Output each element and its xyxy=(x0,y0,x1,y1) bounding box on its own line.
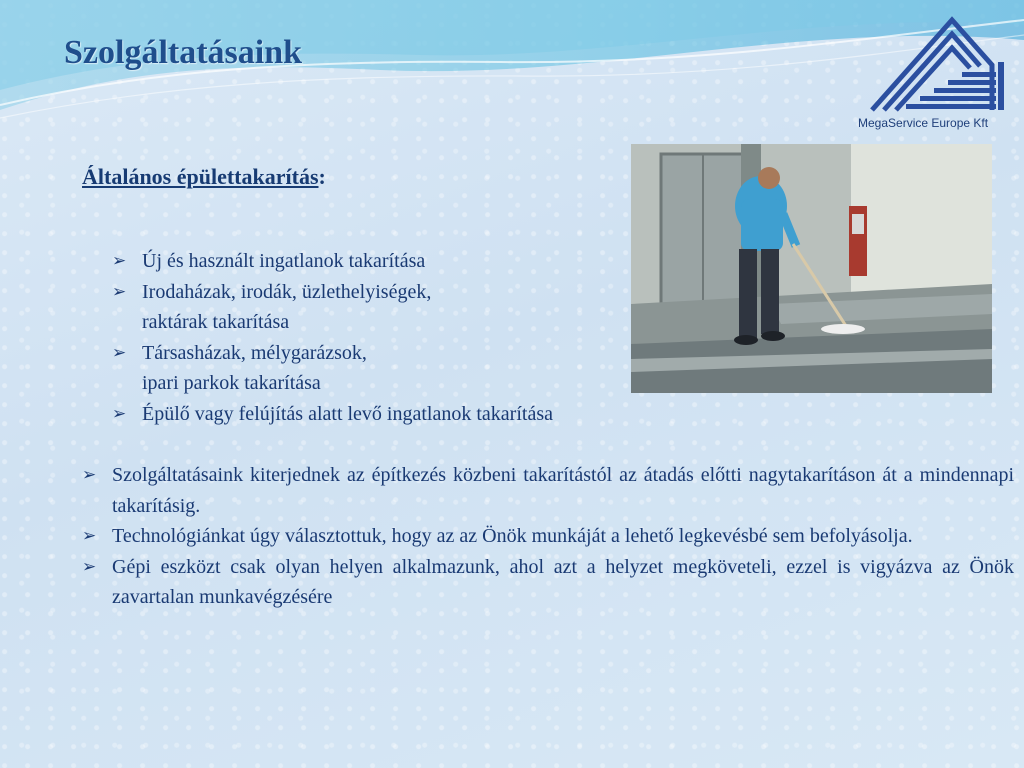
arrow-bullet-icon: ➢ xyxy=(112,251,127,271)
arrow-bullet-icon: ➢ xyxy=(112,342,127,363)
company-name: MegaService Europe Kft xyxy=(858,116,989,130)
list-item xyxy=(112,246,732,277)
services-sublist xyxy=(112,246,732,429)
section-heading-text: Általános épülettakarítás xyxy=(82,164,319,189)
slide-title: Szolgáltatásaink xyxy=(64,34,303,71)
list-item-text: Társasházak, mélygarázsok, xyxy=(142,341,367,364)
section-heading xyxy=(82,164,326,190)
list-item-text: Gépi eszközt csak olyan helyen alkalmazunk, ahol azt a helyzet megköveteli, ezzel is vigyázva az Önök zavartalan munkavégzésére xyxy=(112,555,1014,608)
list-item xyxy=(112,277,732,338)
list-item xyxy=(112,399,732,430)
list-item-text: Technológiánkat úgy választottuk, hogy az az Önök munkáját a lehető legkevésbé sem befolyásolja. xyxy=(112,525,913,547)
section-heading-colon: : xyxy=(318,164,326,189)
list-item-text-continued: raktárak takarítása xyxy=(142,311,290,333)
list-item-text: Új és használt ingatlanok takarítása xyxy=(142,250,426,272)
list-item-text: Szolgáltatásaink kiterjednek az építkezés közbeni takarítástól az átadás előtti nagytakarításon át a mindennapi takarításig. xyxy=(112,464,1014,517)
list-item xyxy=(112,338,732,399)
services-main-list xyxy=(82,460,1014,613)
list-item-text: Irodaházak, irodák, üzlethelyiségek, xyxy=(142,280,432,303)
list-item xyxy=(82,460,1014,521)
arrow-bullet-icon: ➢ xyxy=(82,556,97,577)
arrow-bullet-icon: ➢ xyxy=(82,526,97,546)
list-item-text: Épülő vagy felújítás alatt levő ingatlanok takarítása xyxy=(142,402,553,425)
arrow-bullet-icon: ➢ xyxy=(82,465,97,485)
list-item-text-continued: ipari parkok takarítása xyxy=(142,372,321,394)
arrow-bullet-icon: ➢ xyxy=(112,281,127,302)
list-item xyxy=(82,552,1014,613)
list-item xyxy=(82,521,1014,552)
arrow-bullet-icon: ➢ xyxy=(112,403,127,424)
